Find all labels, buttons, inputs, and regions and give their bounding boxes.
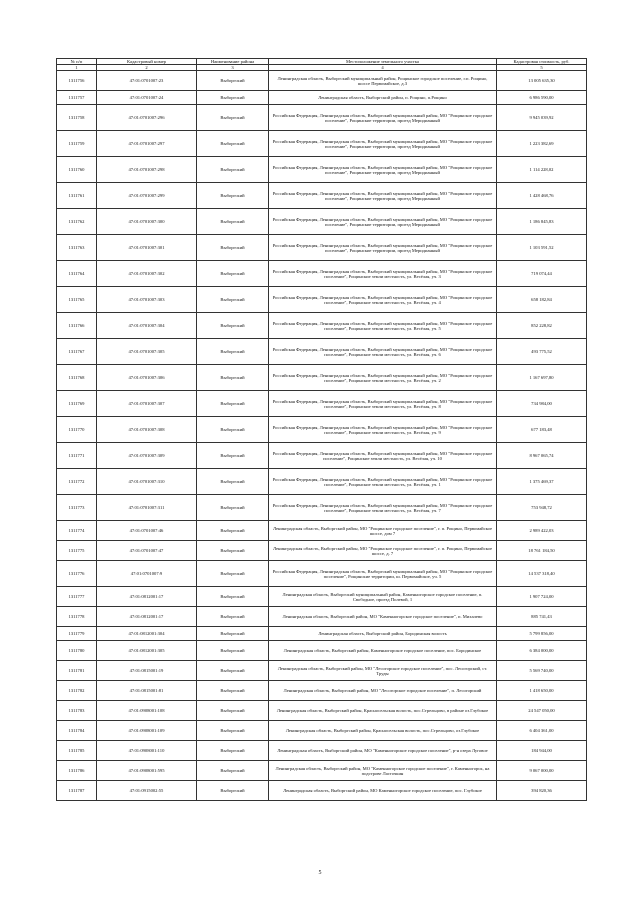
cadastral-number-cell: 47:01:0701007:301 bbox=[97, 235, 197, 261]
district-cell: Выборгский bbox=[197, 339, 269, 365]
cadastral-value-cell: 753 948,72 bbox=[497, 495, 587, 521]
row-number-cell: 1311782 bbox=[57, 681, 97, 701]
cadastral-value-cell: 5 569 740,00 bbox=[497, 661, 587, 681]
district-cell: Выборгский bbox=[197, 701, 269, 721]
location-cell: Российская Федерация, Ленинградская область, Выборгский муниципальный район, МО "Рощинское городское поселение", Рощинские территории, проезд Меридианный bbox=[269, 157, 497, 183]
district-cell: Выборгский bbox=[197, 741, 269, 761]
table-row bbox=[57, 741, 587, 761]
table-row bbox=[57, 541, 587, 561]
table-row bbox=[57, 365, 587, 391]
row-number-cell: 1311757 bbox=[57, 91, 97, 105]
cadastral-number-cell: 47:01:0701007:310 bbox=[97, 469, 197, 495]
row-number-cell: 1311756 bbox=[57, 71, 97, 91]
cadastral-number-cell: 47:01:0812001:304 bbox=[97, 627, 197, 641]
header-cell-location: Местоположение земельного участка bbox=[269, 59, 497, 65]
cadastral-number-cell: 47:01:0701007:304 bbox=[97, 313, 197, 339]
table-row bbox=[57, 561, 587, 587]
table-row bbox=[57, 469, 587, 495]
table-row bbox=[57, 443, 587, 469]
table-row bbox=[57, 781, 587, 801]
cadastral-number-cell: 47:01:0701007:298 bbox=[97, 157, 197, 183]
cadastral-value-cell: 1 167 697,80 bbox=[497, 365, 587, 391]
location-cell: Ленинградская область, Выборгский район, МО "Каменногорское городское поселение", р-н озера Луговое bbox=[269, 741, 497, 761]
cadastral-value-cell: 9 945 039,92 bbox=[497, 105, 587, 131]
cadastral-value-cell: 6 404 361,00 bbox=[497, 721, 587, 741]
row-number-cell: 1311770 bbox=[57, 417, 97, 443]
location-cell: Ленинградская область, Выборгский район, МО "Рощинское городское поселение", г. п. Рощино, Первомайское шоссе, дом 7 bbox=[269, 521, 497, 541]
row-number-cell: 1311787 bbox=[57, 781, 97, 801]
table-body bbox=[57, 71, 587, 801]
location-cell: Ленинградская область, Выборгский муниципальный район, Рощинское городское поселение, г.п. Рощино, шоссе Первомайское, д.3 bbox=[269, 71, 497, 91]
location-cell: Российская Федерация, Ленинградская область, Выборгский муниципальный район, МО "Рощинское городское поселение", Рощинские территории, проезд Меридианный bbox=[269, 131, 497, 157]
row-number-cell: 1311766 bbox=[57, 313, 97, 339]
table-row bbox=[57, 521, 587, 541]
district-cell: Выборгский bbox=[197, 261, 269, 287]
cadastral-value-cell: 9 067 000,00 bbox=[497, 761, 587, 781]
row-number-cell: 1311765 bbox=[57, 287, 97, 313]
header-cell-number: № п/п bbox=[57, 59, 97, 65]
cadastral-value-cell: 1 223 382,69 bbox=[497, 131, 587, 157]
row-number-cell: 1311777 bbox=[57, 587, 97, 607]
cadastral-number-cell: 47:01:0908001:595 bbox=[97, 761, 197, 781]
district-cell: Выборгский bbox=[197, 443, 269, 469]
location-cell: Российская Федерация, Ленинградская область, Выборгский муниципальный район, МО "Рощинское городское поселение", Рощинские земли местность, ул. Весёлая, уч. 4 bbox=[269, 287, 497, 313]
row-number-cell: 1311767 bbox=[57, 339, 97, 365]
location-cell: Российская Федерация, Ленинградская область, Выборгский муниципальный район, МО "Рощинское городское поселение", Рощинские земли местность, ул. Весёлая, уч. 1 bbox=[269, 469, 497, 495]
cadastral-table-sheet bbox=[56, 58, 586, 801]
district-cell: Выборгский bbox=[197, 313, 269, 339]
row-number-cell: 1311775 bbox=[57, 541, 97, 561]
cadastral-number-cell: 47:01:0701007:306 bbox=[97, 365, 197, 391]
district-cell: Выборгский bbox=[197, 417, 269, 443]
header-cell-cadastral-value: Кадастровая стоимость, руб. bbox=[497, 59, 587, 65]
row-number-cell: 1311764 bbox=[57, 261, 97, 287]
district-cell: Выборгский bbox=[197, 521, 269, 541]
location-cell: Российская Федерация, Ленинградская область, Выборгский муниципальный район, МО "Рощинское городское поселение", Рощинские земли местность, ул. Весёлая, уч. 5 bbox=[269, 313, 497, 339]
row-number-cell: 1311771 bbox=[57, 443, 97, 469]
district-cell: Выборгский bbox=[197, 541, 269, 561]
district-cell: Выборгский bbox=[197, 661, 269, 681]
location-cell: Российская Федерация, Ленинградская область, Выборгский муниципальный район, МО "Рощинское городское поселение", Рощинские территории, проезд Меридианный bbox=[269, 235, 497, 261]
cadastral-value-cell: 2 989 422,03 bbox=[497, 521, 587, 541]
row-number-cell: 1311783 bbox=[57, 701, 97, 721]
cadastral-value-cell: 394 820,36 bbox=[497, 781, 587, 801]
table-row bbox=[57, 761, 587, 781]
table-row bbox=[57, 339, 587, 365]
cadastral-value-cell: 18 761 184,50 bbox=[497, 541, 587, 561]
row-number-cell: 1311780 bbox=[57, 641, 97, 661]
table-row bbox=[57, 661, 587, 681]
table-row bbox=[57, 587, 587, 607]
cadastral-value-cell: 1 186 845,83 bbox=[497, 209, 587, 235]
location-cell: Российская Федерация, Ленинградская область, Выборгский муниципальный район, МО "Рощинское городское поселение", Рощинские территории, проезд Меридианный bbox=[269, 105, 497, 131]
cadastral-value-cell: 677 183,48 bbox=[497, 417, 587, 443]
table-row bbox=[57, 261, 587, 287]
cadastral-number-cell: 47:01:0701007:302 bbox=[97, 261, 197, 287]
district-cell: Выборгский bbox=[197, 105, 269, 131]
cadastral-value-cell: 1 114 228,02 bbox=[497, 157, 587, 183]
row-number-cell: 1311786 bbox=[57, 761, 97, 781]
cadastral-number-cell: 47:01:0812001:17 bbox=[97, 587, 197, 607]
district-cell: Выборгский bbox=[197, 91, 269, 105]
column-number: 4 bbox=[269, 65, 497, 71]
row-number-cell: 1311758 bbox=[57, 105, 97, 131]
location-cell: Российская Федерация, Ленинградская область, Выборгский муниципальный район, МО "Рощинское городское поселение", Рощинские земли местность, ул. Весёлая, уч. 3 bbox=[269, 261, 497, 287]
table-row bbox=[57, 495, 587, 521]
location-cell: Российская Федерация, Ленинградская область, Выборгский муниципальный район, МО "Рощинское городское поселение", Рощинские территории, проезд Меридианный bbox=[269, 183, 497, 209]
location-cell: Российская Федерация, Ленинградская область, Выборгский муниципальный район, МО "Рощинское городское поселение", Рощинские земли местность, ул. Весёлая, уч. 6 bbox=[269, 339, 497, 365]
location-cell: Ленинградская область, Выборгский район, МО "Рощинское городское поселение", г. п. Рощино, Первомайское шоссе, д. 7 bbox=[269, 541, 497, 561]
cadastral-value-cell: 184 944,00 bbox=[497, 741, 587, 761]
district-cell: Выборгский bbox=[197, 131, 269, 157]
table-row bbox=[57, 627, 587, 641]
row-number-cell: 1311773 bbox=[57, 495, 97, 521]
district-cell: Выборгский bbox=[197, 209, 269, 235]
district-cell: Выборгский bbox=[197, 607, 269, 627]
table-row bbox=[57, 701, 587, 721]
table-row bbox=[57, 417, 587, 443]
district-cell: Выборгский bbox=[197, 287, 269, 313]
location-cell: Российская Федерация, Ленинградская область, Выборгский муниципальный район, МО "Рощинское городское поселение", Рощинские земли местность, ул. Весёлая, уч. 7 bbox=[269, 495, 497, 521]
location-cell: Ленинградская область, Выборгский район, МО "Лесогорское городское поселение", пос. Лесогорский, ст. Труды bbox=[269, 661, 497, 681]
cadastral-value-cell: 14 537 318,40 bbox=[497, 561, 587, 587]
location-cell: Ленинградская область, Выборгский район, МО Каменногорское городское поселение, пос. Глубокое bbox=[269, 781, 497, 801]
table-row bbox=[57, 71, 587, 91]
table-row bbox=[57, 681, 587, 701]
district-cell: Выборгский bbox=[197, 71, 269, 91]
cadastral-number-cell: 47:01:0908001:108 bbox=[97, 701, 197, 721]
cadastral-value-cell: 13 005 635,30 bbox=[497, 71, 587, 91]
cadastral-number-cell: 47:01:0701007:300 bbox=[97, 209, 197, 235]
table-row bbox=[57, 721, 587, 741]
cadastral-value-cell: 885 741,43 bbox=[497, 607, 587, 627]
column-number: 5 bbox=[497, 65, 587, 71]
location-cell: Российская Федерация, Ленинградская область, Выборгский муниципальный район, МО "Рощинское городское поселение", Рощинские земли местность, ул. Весёлая, уч. 2 bbox=[269, 365, 497, 391]
district-cell: Выборгский bbox=[197, 761, 269, 781]
cadastral-number-cell: 47:01:0908001:110 bbox=[97, 741, 197, 761]
cadastral-value-table bbox=[56, 58, 587, 801]
cadastral-number-cell: 47:01:0815001:81 bbox=[97, 681, 197, 701]
cadastral-value-cell: 8 967 065,74 bbox=[497, 443, 587, 469]
row-number-cell: 1311772 bbox=[57, 469, 97, 495]
cadastral-number-cell: 47:01:0701007:305 bbox=[97, 339, 197, 365]
location-cell: Российская Федерация, Ленинградская область, Выборгский муниципальный район, МО "Рощинское городское поселение", Рощинские земли местность, ул. Весёлая, уч. 10 bbox=[269, 443, 497, 469]
row-number-cell: 1311762 bbox=[57, 209, 97, 235]
location-cell: Ленинградская область, Выборгский район, МО "Лесогорское городское поселение", п. Лесогорский bbox=[269, 681, 497, 701]
cadastral-value-cell: 24 547 050,00 bbox=[497, 701, 587, 721]
cadastral-number-cell: 47:01:0815001:19 bbox=[97, 661, 197, 681]
table-row bbox=[57, 391, 587, 417]
cadastral-number-cell: 47:01:0701007:24 bbox=[97, 91, 197, 105]
location-cell: Российская Федерация, Ленинградская область, Выборгский муниципальный район, МО "Рощинское городское поселение", Рощинские территории, проезд Меридианный bbox=[269, 209, 497, 235]
table-row bbox=[57, 91, 587, 105]
cadastral-number-cell: 47:01:0701007:309 bbox=[97, 443, 197, 469]
table-row bbox=[57, 641, 587, 661]
table-row bbox=[57, 157, 587, 183]
cadastral-number-cell: 47:01:0701007:299 bbox=[97, 183, 197, 209]
column-number: 3 bbox=[197, 65, 269, 71]
header-cell-cadastral-number: Кадастровый номер bbox=[97, 59, 197, 65]
header-cell-district: Наименование района bbox=[197, 59, 269, 65]
cadastral-number-cell: 47:01:0701007:303 bbox=[97, 287, 197, 313]
location-cell: Ленинградская область, Выборгский район, п. Рощино, п.Рощино bbox=[269, 91, 497, 105]
cadastral-value-cell: 6 384 000,00 bbox=[497, 641, 587, 661]
table-row bbox=[57, 209, 587, 235]
cadastral-number-cell: 47:01:0701007:46 bbox=[97, 521, 197, 541]
cadastral-number-cell: 47:01:0701007:47 bbox=[97, 541, 197, 561]
cadastral-number-cell: 47:01:0701007:307 bbox=[97, 391, 197, 417]
cadastral-value-cell: 1 418 650,00 bbox=[497, 681, 587, 701]
district-cell: Выборгский bbox=[197, 183, 269, 209]
cadastral-value-cell: 734 984,00 bbox=[497, 391, 587, 417]
district-cell: Выборгский bbox=[197, 587, 269, 607]
row-number-cell: 1311778 bbox=[57, 607, 97, 627]
cadastral-value-cell: 493 775,52 bbox=[497, 339, 587, 365]
location-cell: Ленинградская область, Выборгский район, МО "Каменногорское городское поселение", г. Каменногорск, на подстрове Ласточкин bbox=[269, 761, 497, 781]
district-cell: Выборгский bbox=[197, 721, 269, 741]
district-cell: Выборгский bbox=[197, 681, 269, 701]
cadastral-value-cell: 1 428 468,76 bbox=[497, 183, 587, 209]
row-number-cell: 1311761 bbox=[57, 183, 97, 209]
row-number-cell: 1311784 bbox=[57, 721, 97, 741]
row-number-cell: 1311785 bbox=[57, 741, 97, 761]
cadastral-value-cell: 1 375 469,37 bbox=[497, 469, 587, 495]
row-number-cell: 1311774 bbox=[57, 521, 97, 541]
cadastral-value-cell: 658 182,84 bbox=[497, 287, 587, 313]
location-cell: Ленинградская область, Выборгский район, МО "Каменногорское городское поселение", п. Михалево bbox=[269, 607, 497, 627]
table-row bbox=[57, 235, 587, 261]
cadastral-value-cell: 852 228,82 bbox=[497, 313, 587, 339]
district-cell: Выборгский bbox=[197, 641, 269, 661]
location-cell: Ленинградская область, Выборгский район, Каменногорское городское поселение, пос. Бородинское bbox=[269, 641, 497, 661]
cadastral-number-cell: 47:01:0701007:23 bbox=[97, 71, 197, 91]
cadastral-value-cell: 1 907 724,00 bbox=[497, 587, 587, 607]
column-number: 2 bbox=[97, 65, 197, 71]
district-cell: Выборгский bbox=[197, 157, 269, 183]
cadastral-value-cell: 1 103 591,52 bbox=[497, 235, 587, 261]
table-row bbox=[57, 105, 587, 131]
district-cell: Выборгский bbox=[197, 781, 269, 801]
row-number-cell: 1311763 bbox=[57, 235, 97, 261]
table-row bbox=[57, 287, 587, 313]
row-number-cell: 1311769 bbox=[57, 391, 97, 417]
district-cell: Выборгский bbox=[197, 495, 269, 521]
row-number-cell: 1311776 bbox=[57, 561, 97, 587]
cadastral-number-cell: 47:01:0701007:297 bbox=[97, 131, 197, 157]
row-number-cell: 1311759 bbox=[57, 131, 97, 157]
district-cell: Выборгский bbox=[197, 365, 269, 391]
district-cell: Выборгский bbox=[197, 561, 269, 587]
location-cell: Российская Федерация, Ленинградская область, Выборгский муниципальный район, МО "Рощинское городское поселение", Рощинские территории, ш. Первомайское, уч. 5 bbox=[269, 561, 497, 587]
row-number-cell: 1311768 bbox=[57, 365, 97, 391]
location-cell: Ленинградская область, Выборгский район, Красносельская волость, пос.Стрельцово, оз.Глубокое bbox=[269, 721, 497, 741]
cadastral-number-cell: 47:01:0701007:308 bbox=[97, 417, 197, 443]
page-number: 5 bbox=[318, 870, 322, 876]
location-cell: Российская Федерация, Ленинградская область, Выборгский муниципальный район, МО "Рощинское городское поселение", Рощинские земли местность, ул. Весёлая, уч. 9 bbox=[269, 417, 497, 443]
table-row bbox=[57, 607, 587, 627]
cadastral-value-cell: 6 986 590,00 bbox=[497, 91, 587, 105]
table-row bbox=[57, 131, 587, 157]
table-row bbox=[57, 183, 587, 209]
column-number: 1 bbox=[57, 65, 97, 71]
cadastral-number-cell: 47:01:0915002:55 bbox=[97, 781, 197, 801]
cadastral-number-cell: 47:01:0701007:296 bbox=[97, 105, 197, 131]
cadastral-number-cell: 47:01:0908001:109 bbox=[97, 721, 197, 741]
cadastral-value-cell: 719 074,44 bbox=[497, 261, 587, 287]
cadastral-value-cell: 5 799 856,00 bbox=[497, 627, 587, 641]
location-cell: Российская Федерация, Ленинградская область, Выборгский муниципальный район, МО "Рощинское городское поселение", Рощинские земли местность, ул. Весёлая, уч. 8 bbox=[269, 391, 497, 417]
district-cell: Выборгский bbox=[197, 627, 269, 641]
table-row bbox=[57, 313, 587, 339]
location-cell: Ленинградская область, Выборгский район, Красносельская волость, пос.Стрельцово, в районе оз.Глубокое bbox=[269, 701, 497, 721]
cadastral-number-cell: 47:01:0812001:305 bbox=[97, 641, 197, 661]
location-cell: Ленинградская область, Выборгский район, Бородинская волость bbox=[269, 627, 497, 641]
cadastral-number-cell: 47:01:0701007:9 bbox=[97, 561, 197, 587]
cadastral-number-cell: 47:01:0812001:17 bbox=[97, 607, 197, 627]
district-cell: Выборгский bbox=[197, 391, 269, 417]
location-cell: Ленинградская область, Выборгский муниципальный район, Каменногорское городское поселение, п. Свободное, проезд Полевой, 1 bbox=[269, 587, 497, 607]
row-number-cell: 1311781 bbox=[57, 661, 97, 681]
cadastral-number-cell: 47:01:0701007:311 bbox=[97, 495, 197, 521]
row-number-cell: 1311760 bbox=[57, 157, 97, 183]
district-cell: Выборгский bbox=[197, 469, 269, 495]
row-number-cell: 1311779 bbox=[57, 627, 97, 641]
district-cell: Выборгский bbox=[197, 235, 269, 261]
